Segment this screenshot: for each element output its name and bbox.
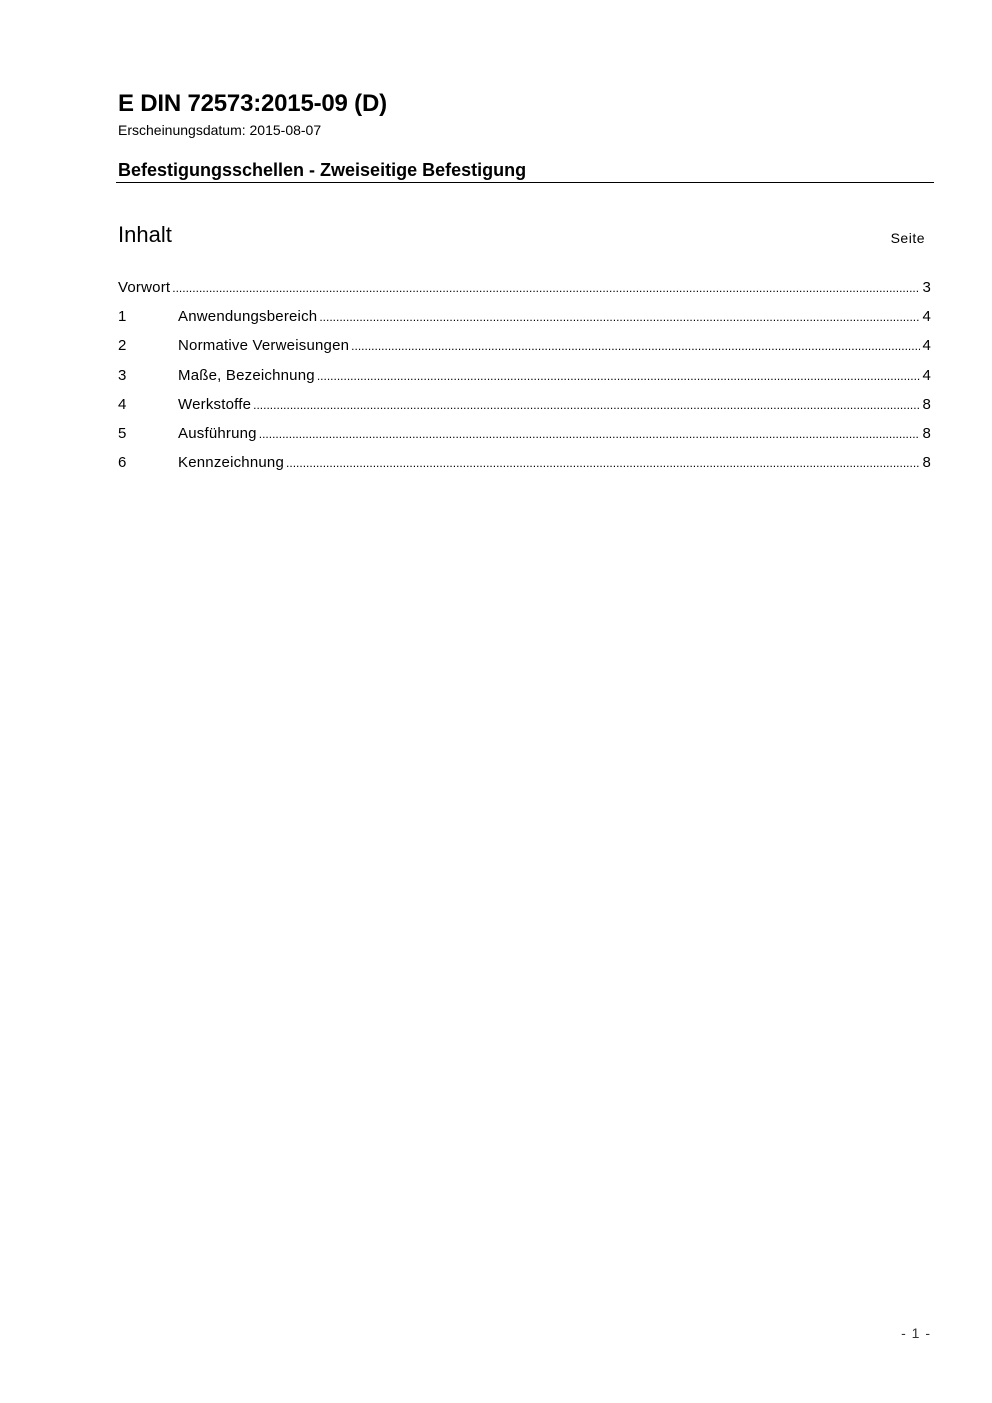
toc-entry-vorwort[interactable] bbox=[118, 278, 931, 307]
toc-entry-number: 5 bbox=[118, 424, 127, 442]
toc-dot-leader bbox=[317, 366, 921, 386]
toc-entry-1[interactable] bbox=[118, 307, 931, 336]
toc-entry-page: 8 bbox=[922, 454, 931, 472]
toc-page-column-heading: Seite bbox=[890, 230, 925, 246]
toc-entry-number: 2 bbox=[118, 337, 127, 355]
toc-entry-number: 4 bbox=[118, 395, 127, 413]
toc-entry-label: Kennzeichnung bbox=[178, 454, 285, 472]
toc-entry-label: Normative Verweisungen bbox=[178, 337, 350, 355]
toc-entry-6[interactable] bbox=[118, 453, 931, 482]
toc-entry-page: 3 bbox=[922, 279, 931, 296]
document-title: Befestigungsschellen - Zweiseitige Befestigung bbox=[118, 160, 527, 180]
toc-entry-page: 4 bbox=[922, 366, 931, 384]
toc-entry-label: Maße, Bezeichnung bbox=[178, 366, 315, 384]
toc-entry-label: Vorwort bbox=[118, 279, 171, 296]
toc-entry-label: Anwendungsbereich bbox=[178, 308, 318, 326]
toc-dot-leader bbox=[253, 395, 920, 415]
table-of-contents bbox=[118, 278, 931, 482]
toc-entry-number: 3 bbox=[118, 366, 127, 384]
toc-entry-label: Ausführung bbox=[178, 424, 257, 442]
toc-entry-3[interactable] bbox=[118, 366, 931, 395]
toc-entry-4[interactable] bbox=[118, 395, 931, 424]
toc-heading: Inhalt bbox=[118, 222, 172, 247]
toc-entry-page: 4 bbox=[922, 308, 931, 326]
toc-entry-label: Werkstoffe bbox=[178, 395, 252, 413]
toc-entry-number: 1 bbox=[118, 308, 127, 326]
toc-dot-leader bbox=[351, 336, 920, 356]
toc-dot-leader bbox=[286, 453, 920, 473]
document-id: E DIN 72573:2015-09 (D) bbox=[118, 90, 387, 117]
toc-entry-page: 4 bbox=[922, 337, 931, 355]
toc-entry-5[interactable] bbox=[118, 424, 931, 453]
toc-dot-leader bbox=[172, 278, 920, 298]
title-divider bbox=[116, 182, 934, 183]
toc-entry-2[interactable] bbox=[118, 336, 931, 365]
page-number: - 1 - bbox=[901, 1325, 931, 1341]
toc-entry-number: 6 bbox=[118, 454, 127, 472]
toc-entry-page: 8 bbox=[922, 395, 931, 413]
toc-dot-leader bbox=[319, 307, 920, 327]
toc-dot-leader bbox=[259, 424, 921, 444]
toc-entry-page: 8 bbox=[922, 424, 931, 442]
publication-date: Erscheinungsdatum: 2015-08-07 bbox=[118, 122, 322, 138]
